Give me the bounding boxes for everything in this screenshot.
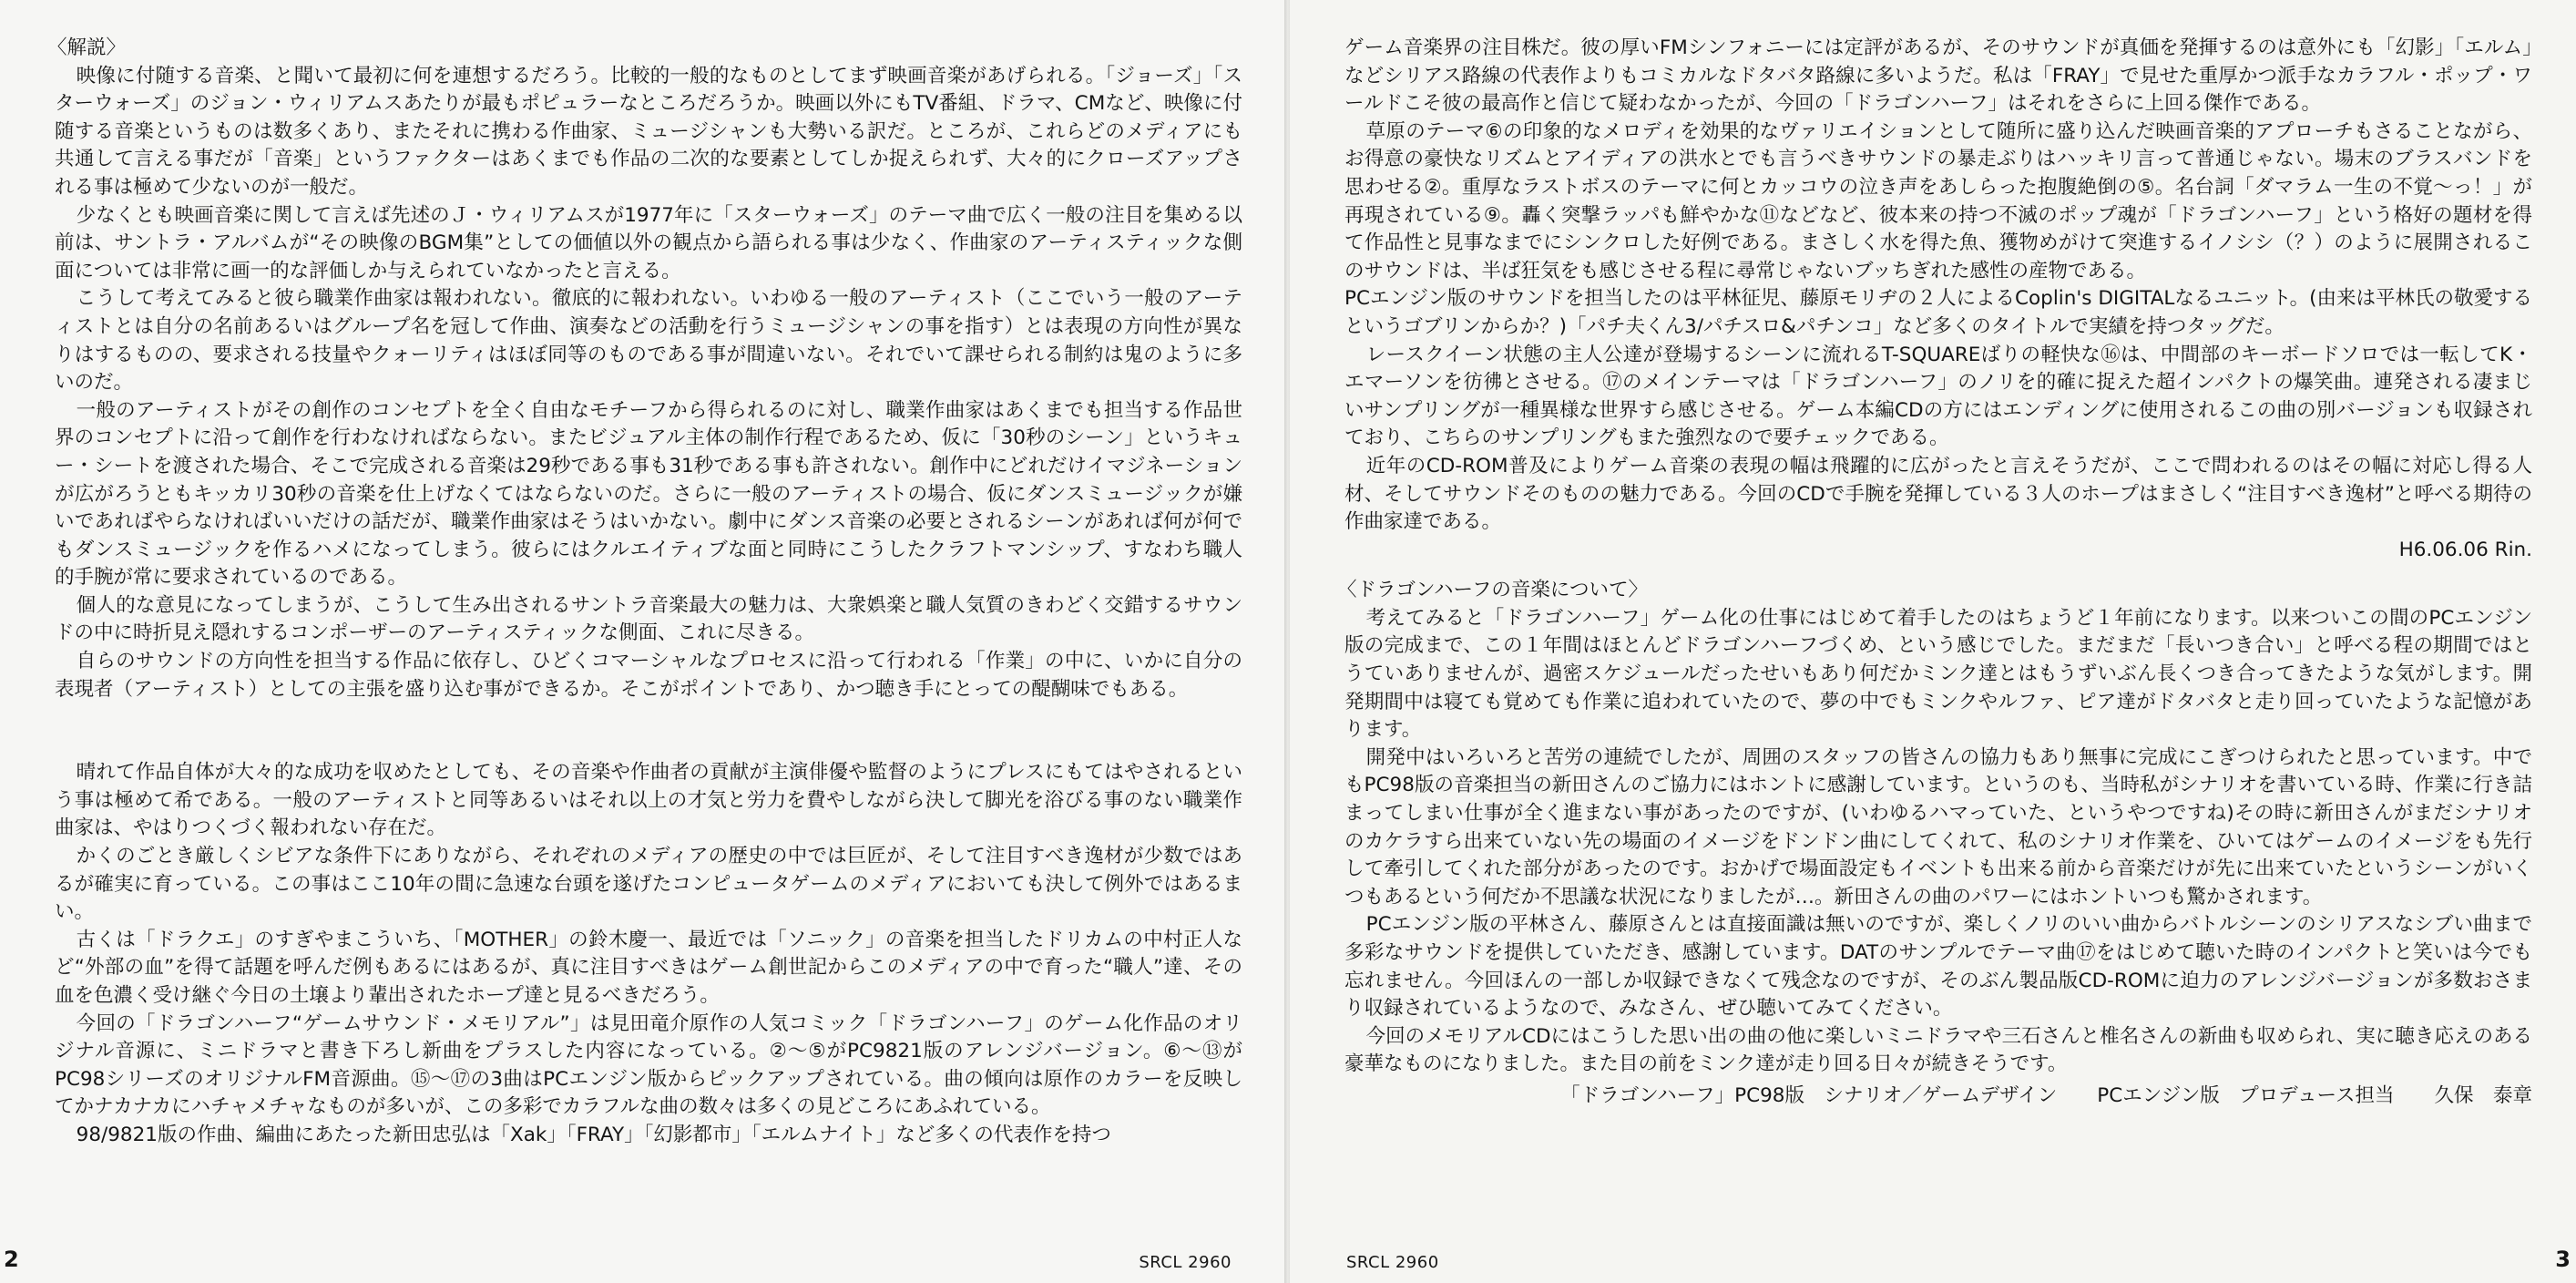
page-number: 2	[4, 1247, 19, 1272]
catalog-number: SRCL 2960	[1139, 1253, 1232, 1272]
paragraph: 自らのサウンドの方向性を担当する作品に依存し、ひどくコマーシャルなプロセスに沿って行われる「作業」の中に、いかに自分の表現者（アーティスト）としての主張を盛り込む事ができるか。そこがポイントであり、かつ聴き手にとっての醍醐味でもある。	[55, 650, 1242, 701]
paragraph: こうして考えてみると彼ら職業作曲家は報われない。徹底的に報われない。いわゆる一般のアーティスト（ここでいう一般のアーティストとは自分の名前あるいはグループ名を冠して作曲、演奏などの活動を行うミュージシャンの事を指す）とは表現の方向性が異なりはするものの、要求される技量やクォーリティはほぼ同等のものである事が間違いない。それでいて課せられる制約は鬼のように多いのだ。	[55, 287, 1242, 395]
paragraph: 個人的な意見になってしまうが、こうして生み出されるサントラ音楽最大の魅力は、大衆娯楽と職人気質のきわどく交錯するサウンドの中に時折見え隠れするコンポーザーのアーティスティックな側面、これに尽きる。	[55, 593, 1242, 645]
paragraph: 古くは「ドラクエ」のすぎやまこういち、「MOTHER」の鈴木慶一、最近では「ソニック」の音楽を担当したドリカムの中村正人など“外部の血”を得て話題を呼んだ例もあるにはあるが、真に注目すべきはゲーム創世記からこのメディアの中で育った“職人”達、その血を色濃く受け継ぐ今日の土壌より輩出されたホープ達と見るべきだろう。	[55, 928, 1242, 1007]
paragraph: 映像に付随する音楽、と聞いて最初に何を連想するだろう。比較的一般的なものとしてまず映画音楽があげられる。「ジョーズ」「スターウォーズ」のジョン・ウィリアムスあたりが最もポピュラーなところだろうか。映画以外にもTV番組、ドラマ、CMなど、映像に付随する音楽というものは数多くあり、またそれに携わる作曲家、ミュージシャンも大勢いる訳だ。ところが、これらどのメディアにも共通して言える事だが「音楽」というファクターはあくまでも作品の二次的な要素としてしか捉えられず、大々的にクローズアップされる事は極めて少ないのが一般だ。	[55, 64, 1242, 199]
left-page	[0, 0, 1286, 1283]
page-number: 3	[2555, 1247, 2571, 1272]
paragraph: ゲーム音楽界の注目株だ。彼の厚いFMシンフォニーには定評があるが、そのサウンドが真価を発揮するのは意外にも「幻影」「エルム」などシリアス路線の代表作よりもコミカルなドタバタ路線に多いようだ。私は「FRAY」で見せた重厚かつ派手なカラフル・ポップ・ワールドこそ彼の最高作と信じて疑わなかったが、今回の「ドラゴンハーフ」はそれをさらに上回る傑作である。	[1344, 36, 2532, 116]
credit-title: 「ドラゴンハーフ」PC98版 シナリオ／ゲームデザイン	[1560, 1083, 2058, 1107]
paragraph: レースクイーン状態の主人公達が登場するシーンに流れるT-SQUAREばりの軽快な⑯は、中間部のキーボードソロでは一転してK・エマーソンを彷彿とさせる。⑰のメインテーマは「ドラゴンハーフ」のノリを的確に捉えた超インパクトの爆笑曲。連発される凄まじいサンプリングが一種異様な世界すら感じさせる。ゲーム本編CDの方にはエンディングに使用されるこの曲の別バージョンも収録されており、こちらのサンプリングもまた強烈なので要チェックである。	[1344, 343, 2532, 450]
author-signoff: H6.06.06 Rin.	[2398, 538, 2532, 561]
paragraph: 開発中はいろいろと苦労の連続でしたが、周囲のスタッフの皆さんの協力もあり無事に完成にこぎつけられたと思っています。中でもPC98版の音楽担当の新田さんのご協力にはホントに感謝しています。というのも、当時私がシナリオを書いている時、作業に行き詰まってしまい仕事が全く進まない事があったのですが、(いわゆるハマっていた、というやつですね)その時に新田さんがまだシナリオのカケラすら出来ていない先の場面のイメージをドンドン曲にしてくれて、私のシナリオ作業を、ひいてはゲームのイメージをも先行して牽引してくれた部分があったのです。おかげで場面設定もイベントも出来る前から音楽だけが先に出来ていたというシーンがいくつもあるという何だか不思議な状況になりましたが…。新田さんの曲のパワーにはホントいつも驚かされます。	[1344, 745, 2532, 908]
paragraph: 今回の「ドラゴンハーフ“ゲームサウンド・メモリアル”」は見田竜介原作の人気コミック「ドラゴンハーフ」のゲーム化作品のオリジナル音源に、ミニドラマと書き下ろし新曲をプラスした内容になっている。②～⑤がPC9821版のアレンジバージョン。⑥～⑬がPC98シリーズのオリジナルFM音源曲。⑮～⑰の3曲はPCエンジン版からピックアップされている。曲の傾向は原作のカラーを反映してかナカナカにハチャメチャなものが多いが、この多彩でカラフルな曲の数々は多くの見どころにあふれている。	[55, 1011, 1242, 1119]
catalog-number: SRCL 2960	[1346, 1253, 1439, 1272]
paragraph: PCエンジン版のサウンドを担当したのは平林征児、藤原モリヂの２人によるCoplin's DIGITALなるユニット。(由来は平林氏の敬愛するというゴブリンからか？)「パチ夫くん3/パチスロ&パチンコ」など多くのタイトルで実績を持つタッグだ。	[1344, 287, 2532, 338]
credit-role: PCエンジン版 プロデュース担当	[2097, 1083, 2395, 1107]
section-gap	[1344, 564, 2532, 577]
paragraph: 晴れて作品自体が大々的な成功を収めたとしても、その音楽や作曲者の貢献が主演俳優や監督のようにプレスにもてはやされるという事は極めて希である。一般のアーティストと同等あるいはそれ以上の才気と労力を費やしながら決して脚光を浴びる事のない職業作曲家は、やはりつくづく報われない存在だ。	[55, 761, 1242, 840]
paragraph: 少なくとも映画音楽に関して言えば先述のＪ・ウィリアムスが1977年に「スターウォーズ」のテーマ曲で広く一般の注目を集める以前は、サントラ・アルバムが“その映像のBGM集”としての価値以外の観点から語られる事は少なく、作曲家のアーティスティックな側面については非常に画一的な評価しか与えられていなかったと言える。	[55, 203, 1242, 282]
commentary-heading: 〈解説〉	[47, 36, 127, 59]
paragraph: かくのごとき厳しくシビアな条件下にありながら、それぞれのメディアの歴史の中では巨匠が、そして注目すべき逸材が少数ではあるが確実に育っている。この事はここ10年の間に急速な台頭を遂げたコンピュータゲームのメディアにおいても決して例外ではあるまい。	[55, 845, 1242, 924]
author-credit	[1344, 1083, 2532, 1111]
right-page	[1290, 0, 2576, 1283]
paragraph: 一般のアーティストがその創作のコンセプトを全く自由なモチーフから得られるのに対し、職業作曲家はあくまでも担当する作品世界のコンセプトに沿って創作を行わなければならない。またビジュアル主体の制作行程であるため、仮に「30秒のシーン」というキュー・シートを渡された場合、そこで完成される音楽は29秒である事も31秒である事も許されない。創作中にどれだけイマジネーションが広がろうともキッカリ30秒の音楽を仕上げなくてはならないのだ。さらに一般のアーティストの場合、仮にダンスミュージックが嫌いであればやらなければいいだけの話だが、職業作曲家はそうはいかない。劇中にダンス音楽の必要とされるシーンがあれば何が何でもダンスミュージックを作るハメになってしまう。彼らにはクルエイティブな面と同時にこうしたクラフトマンシップ、すなわち職人的手腕が常に要求されているのである。	[55, 398, 1242, 590]
paragraph: 草原のテーマ⑥の印象的なメロディを効果的なヴァリエイションとして随所に盛り込んだ映画音楽的アプローチもさることながら、お得意の豪快なリズムとアイディアの洪水とでも言うべきサウンドの暴走ぶりはハッキリ言って普通じゃない。場末のブラスバンドを思わせる②。重厚なラストボスのテーマに何とカッコウの泣き声をあしらった抱腹絶倒の⑤。名台詞「ダマラム一生の不覚～っ！」が再現されている⑨。轟く突撃ラッパも鮮やかな⑪などなど、彼本来の持つ不滅のポップ魂が「ドラゴンハーフ」という格好の題材を得て作品性と見事なまでにシンクロした好例である。まさしく水を得た魚、獲物めがけて突進するイノシシ（？）のように展開されるこのサウンドは、半ば狂気をも感じさせる程に尋常じゃないブッちぎれた感性の産物である。	[1344, 119, 2532, 282]
credit-name: 久保 泰章	[2434, 1083, 2532, 1107]
paragraph: PCエンジン版の平林さん、藤原さんとは直接面識は無いのですが、楽しくノリのいい曲からバトルシーンのシリアスなシブい曲まで多彩なサウンドを提供していただき、感謝しています。DATのサンプルでテーマ曲⑰をはじめて聴いた時のインパクトと笑いは今でも忘れません。今回ほんの一部しか収録できなくて残念なのですが、そのぶん製品版CD-ROMに迫力のアレンジバージョンが多数おさまり収録されているようなので、みなさん、ぜひ聴いてみてください。	[1344, 913, 2532, 1021]
paragraph: 考えてみると「ドラゴンハーフ」ゲーム化の仕事にはじめて着手したのはちょうど１年前になります。以来ついこの間のPCエンジン版の完成まで、この１年間はほとんどドラゴンハーフづくめ、という感じでした。まだまだ「長いつき合い」と呼べる程の期間ではとうていありませんが、過密スケジュールだったせいもあり何だかミンク達とはもうずいぶん長くつき合ってきたような気がします。開発期間中は寝ても覚めても作業に追われていたので、夢の中でもミンクやルファ、ピア達がドタバタと走り回っていたような記憶があります。	[1344, 606, 2532, 742]
section-gap	[55, 703, 1242, 759]
paragraph: 今回のメモリアルCDにはこうした思い出の曲の他に楽しいミニドラマや三石さんと椎名さんの新曲も収められ、実に聴き応えのある豪華なものになりました。また目の前をミンク達が走り回る日々が続きそうです。	[1344, 1024, 2532, 1076]
paragraph: 98/9821版の作曲、編曲にあたった新田忠弘は「Xak」「FRAY」「幻影都市」「エルムナイト」など多くの代表作を持つ	[76, 1123, 1111, 1146]
section-heading: 〈ドラゴンハーフの音楽について〉	[1337, 579, 1648, 602]
paragraph: 近年のCD-ROM普及によりゲーム音楽の表現の幅は飛躍的に広がったと言えそうだが、ここで問われるのはその幅に対応し得る人材、そしてサウンドそのものの魅力である。今回のCDで手腕を発揮している３人のホープはまさしく“注目すべき逸材”と呼べる期待の作曲家達である。	[1344, 454, 2532, 534]
